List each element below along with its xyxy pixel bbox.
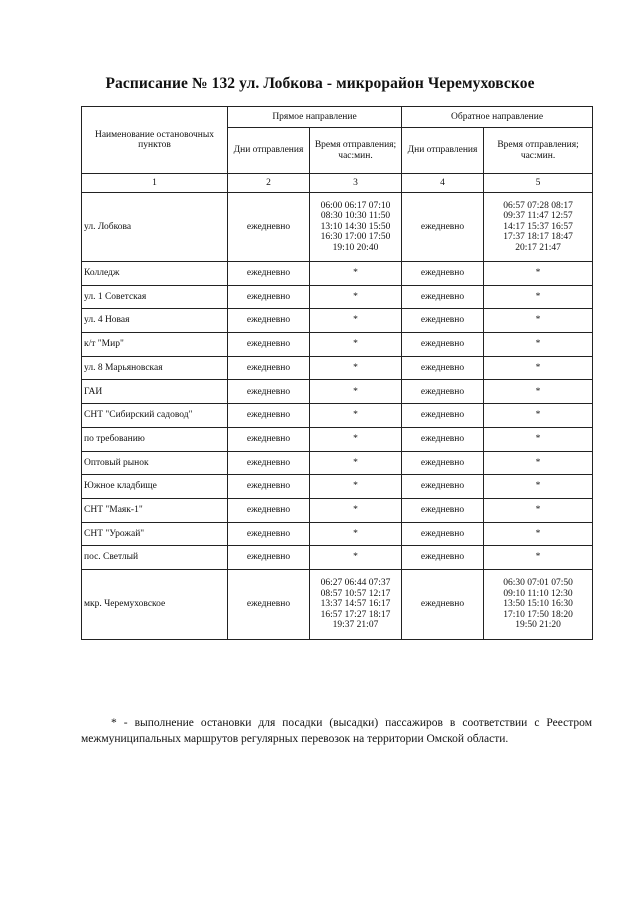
table-row (82, 404, 593, 428)
table-row (82, 380, 593, 404)
time-direct-cell: 06:27 06:44 07:37 08:57 10:57 12:17 13:37 14:57 16:17 16:57 17:27 18:17 19:37 21:07 (310, 569, 402, 639)
days-direct-cell: ежедневно (228, 569, 310, 639)
days-direct-cell: ежедневно (228, 546, 310, 570)
days-direct-cell: ежедневно (228, 333, 310, 357)
time-direct-cell: * (310, 333, 402, 357)
time-reverse-cell: * (484, 309, 593, 333)
stop-name-cell: ул. 1 Советская (82, 285, 228, 309)
header-days-direct: Дни отправления (228, 128, 310, 174)
table-row (82, 475, 593, 499)
days-direct-cell: ежедневно (228, 380, 310, 404)
time-reverse-cell: * (484, 498, 593, 522)
days-direct-cell: ежедневно (228, 262, 310, 286)
time-direct-cell: * (310, 262, 402, 286)
time-direct-cell: * (310, 356, 402, 380)
days-reverse-cell: ежедневно (402, 569, 484, 639)
table-row (82, 333, 593, 357)
time-reverse-cell: 06:57 07:28 08:17 09:37 11:47 12:57 14:17 15:37 16:57 17:37 18:17 18:47 20:17 21:47 (484, 193, 593, 262)
time-direct-cell: * (310, 309, 402, 333)
header-time-direct: Время отправления; час:мин. (310, 128, 402, 174)
time-direct-cell: * (310, 380, 402, 404)
days-direct-cell: ежедневно (228, 309, 310, 333)
days-direct-cell: ежедневно (228, 451, 310, 475)
days-reverse-cell: ежедневно (402, 333, 484, 357)
table-row (82, 262, 593, 286)
time-direct-cell: * (310, 427, 402, 451)
days-direct-cell: ежедневно (228, 522, 310, 546)
days-reverse-cell: ежедневно (402, 498, 484, 522)
time-reverse-cell: * (484, 262, 593, 286)
time-reverse-cell: * (484, 522, 593, 546)
time-reverse-cell: * (484, 451, 593, 475)
time-direct-cell: * (310, 404, 402, 428)
table-row (82, 522, 593, 546)
stop-name-cell: по требованию (82, 427, 228, 451)
table-row (82, 427, 593, 451)
table-row (82, 569, 593, 639)
days-direct-cell: ежедневно (228, 475, 310, 499)
time-reverse-cell: * (484, 285, 593, 309)
time-direct-cell: 06:00 06:17 07:10 08:30 10:30 11:50 13:10 14:30 15:50 16:30 17:00 17:50 19:10 20:40 (310, 193, 402, 262)
column-number: 2 (228, 174, 310, 193)
time-reverse-cell: 06:30 07:01 07:50 09:10 11:10 12:30 13:50 15:10 16:30 17:10 17:50 18:20 19:50 21:20 (484, 569, 593, 639)
table-row (82, 546, 593, 570)
days-reverse-cell: ежедневно (402, 475, 484, 499)
table-row (82, 193, 593, 262)
time-reverse-cell: * (484, 380, 593, 404)
stop-name-cell: СНТ "Сибирский садовод" (82, 404, 228, 428)
stop-name-cell: мкр. Черемуховское (82, 569, 228, 639)
stop-name-cell: пос. Светлый (82, 546, 228, 570)
stop-name-cell: СНТ "Урожай" (82, 522, 228, 546)
days-direct-cell: ежедневно (228, 404, 310, 428)
time-reverse-cell: * (484, 427, 593, 451)
days-direct-cell: ежедневно (228, 427, 310, 451)
schedule-table (81, 106, 593, 640)
time-direct-cell: * (310, 522, 402, 546)
header-direct-direction: Прямое направление (228, 107, 402, 128)
stop-name-cell: СНТ "Маяк-1" (82, 498, 228, 522)
days-reverse-cell: ежедневно (402, 193, 484, 262)
time-reverse-cell: * (484, 404, 593, 428)
days-reverse-cell: ежедневно (402, 356, 484, 380)
days-reverse-cell: ежедневно (402, 262, 484, 286)
footnote: * - выполнение остановки для посадки (высадки) пассажиров в соответствии с Реестром межмуниципальных маршрутов регулярных перевозок на территории Омской области. (81, 717, 592, 745)
column-number: 4 (402, 174, 484, 193)
stop-name-cell: ул. Лобкова (82, 193, 228, 262)
header-time-reverse: Время отправления; час:мин. (484, 128, 593, 174)
days-direct-cell: ежедневно (228, 356, 310, 380)
time-reverse-cell: * (484, 356, 593, 380)
time-direct-cell: * (310, 475, 402, 499)
stop-name-cell: ул. 8 Марьяновская (82, 356, 228, 380)
time-direct-cell: * (310, 285, 402, 309)
column-number: 3 (310, 174, 402, 193)
time-reverse-cell: * (484, 546, 593, 570)
time-direct-cell: * (310, 546, 402, 570)
days-reverse-cell: ежедневно (402, 309, 484, 333)
stop-name-cell: Оптовый рынок (82, 451, 228, 475)
days-reverse-cell: ежедневно (402, 404, 484, 428)
days-direct-cell: ежедневно (228, 285, 310, 309)
page-title: Расписание № 132 ул. Лобкова - микрорайон Черемуховское (105, 75, 535, 92)
days-direct-cell: ежедневно (228, 193, 310, 262)
time-reverse-cell: * (484, 333, 593, 357)
days-reverse-cell: ежедневно (402, 546, 484, 570)
header-stop-name: Наименование остановочных пунктов (82, 107, 228, 174)
days-reverse-cell: ежедневно (402, 451, 484, 475)
stop-name-cell: Южное кладбище (82, 475, 228, 499)
stop-name-cell: Колледж (82, 262, 228, 286)
table-row (82, 356, 593, 380)
table-row (82, 285, 593, 309)
header-reverse-direction: Обратное направление (402, 107, 593, 128)
days-reverse-cell: ежедневно (402, 427, 484, 451)
stop-name-cell: ул. 4 Новая (82, 309, 228, 333)
column-number: 5 (484, 174, 593, 193)
days-reverse-cell: ежедневно (402, 380, 484, 404)
stop-name-cell: ГАИ (82, 380, 228, 404)
table-row (82, 498, 593, 522)
header-days-reverse: Дни отправления (402, 128, 484, 174)
table-row (82, 309, 593, 333)
days-reverse-cell: ежедневно (402, 522, 484, 546)
time-reverse-cell: * (484, 475, 593, 499)
days-reverse-cell: ежедневно (402, 285, 484, 309)
table-row (82, 451, 593, 475)
time-direct-cell: * (310, 451, 402, 475)
stop-name-cell: к/т "Мир" (82, 333, 228, 357)
days-direct-cell: ежедневно (228, 498, 310, 522)
time-direct-cell: * (310, 498, 402, 522)
column-number: 1 (82, 174, 228, 193)
